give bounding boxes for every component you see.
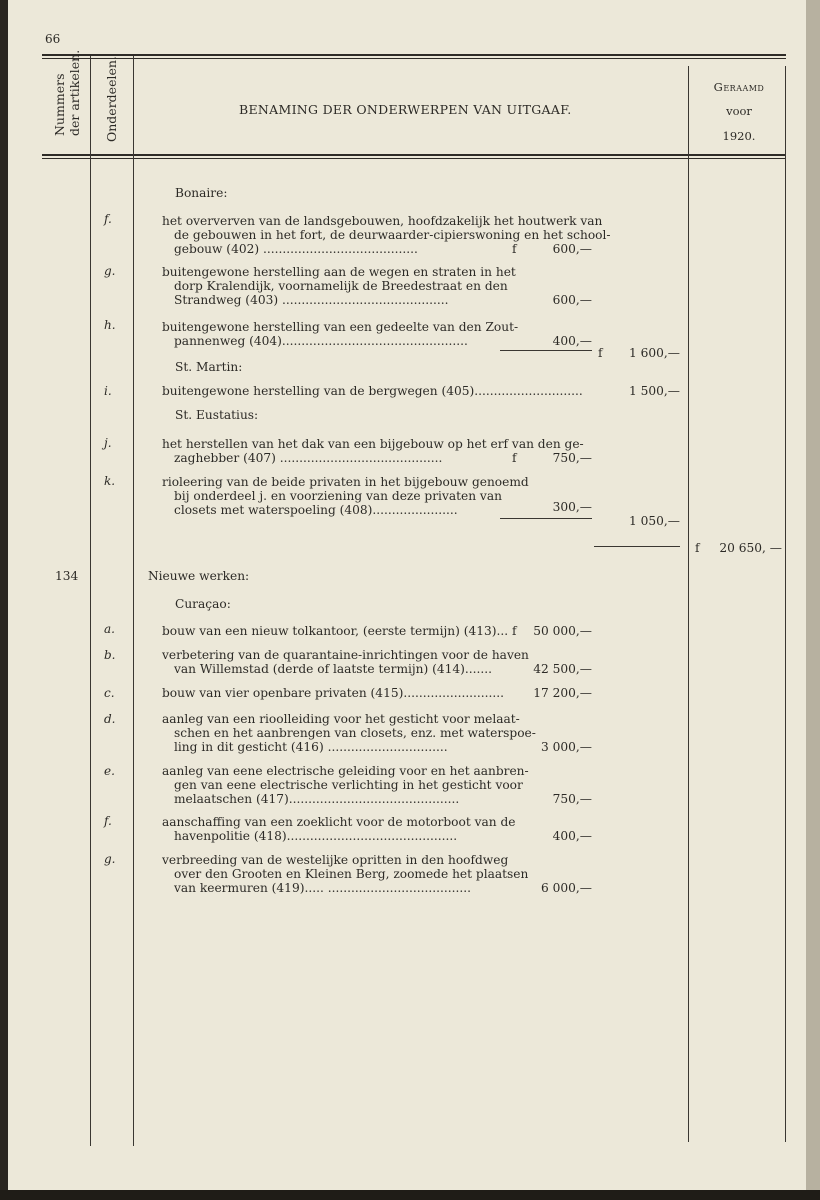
item-amount: 42 500,— — [533, 662, 592, 676]
item-description: buitengewone herstelling van de bergwegen (405)............................ — [162, 384, 583, 398]
item-letter: g. — [104, 852, 116, 866]
item-amount: 400,— — [552, 334, 592, 348]
item-amount: 600,— — [552, 242, 592, 256]
item-description: bouw van vier openbare privaten (415).......................... — [162, 686, 505, 700]
item-amount: 750,— — [552, 451, 592, 465]
item-description: buitengewone herstelling van een gedeelte van den Zout- pannenweg (404)................................................ — [162, 320, 519, 348]
subtotal-bonaire: 1 600,— — [629, 346, 680, 360]
item-letter: i. — [104, 384, 112, 398]
item-amount: 400,— — [552, 829, 592, 843]
subtotal-st-eustatius: 1 050,— — [629, 514, 680, 528]
header-top-rule — [42, 54, 786, 56]
item-description: verbetering van de quarantaine-inrichtingen voor de haven van Willemstad (derde of laatste termijn) (414)....... — [162, 648, 529, 676]
florin-sign: f — [512, 242, 517, 256]
item-letter: k. — [104, 474, 116, 488]
column-divider-2 — [133, 56, 134, 1146]
document-page — [8, 0, 806, 1190]
item-description: bouw van een nieuw tolkantoor, (eerste termijn) (413)... — [162, 624, 509, 638]
item-letter: g. — [104, 264, 116, 278]
section-curacao: Curaçao: — [175, 597, 231, 611]
item-amount: 6 000,— — [541, 881, 592, 895]
florin-sign: f — [695, 541, 700, 555]
section-st-martin: St. Martin: — [175, 360, 243, 374]
header-bottom-rule-thin — [42, 158, 786, 159]
item-amount: 600,— — [552, 293, 592, 307]
florin-sign: f — [512, 451, 517, 465]
header-top-rule-thin — [42, 58, 786, 59]
item-letter: e. — [104, 764, 115, 778]
header-nummers: Nummers der artikelen. — [52, 49, 82, 136]
item-description: aanleg van een rioolleiding voor het gesticht voor melaat- schen en het aanbrengen van closets, enz. met waterspoe- ling in dit gesticht (416) ............................... — [162, 712, 536, 754]
header-onderdeelen: Onderdeelen. — [104, 56, 119, 142]
item-amount: 300,— — [552, 500, 592, 514]
article-number: 134 — [55, 569, 79, 583]
item-amount: 17 200,— — [533, 686, 592, 700]
item-letter: f. — [104, 814, 112, 828]
item-letter: f. — [104, 212, 112, 226]
item-amount: 50 000,— — [533, 624, 592, 638]
article-title: Nieuwe werken: — [148, 569, 250, 583]
item-letter: b. — [104, 648, 116, 662]
item-letter: h. — [104, 318, 116, 332]
total-rule — [594, 546, 680, 547]
section-bonaire: Bonaire: — [175, 186, 228, 200]
florin-sign: f — [512, 624, 517, 638]
item-description: het herstellen van het dak van een bijgebouw op het erf van den ge- zaghebber (407) .......................................... — [162, 437, 584, 465]
total-amount: 20 650, — — [719, 541, 782, 555]
item-description: verbreeding van de westelijke opritten in den hoofdweg over den Grooten en Kleinen Berg, zoomede het plaatsen van keermuren (419)..... ..................................... — [162, 853, 529, 895]
item-amount: 750,— — [552, 792, 592, 806]
column-divider-1 — [90, 56, 91, 1146]
sum-rule — [500, 518, 592, 519]
section-st-eustatius: St. Eustatius: — [175, 408, 259, 422]
page-edge — [806, 0, 820, 1200]
header-bottom-rule — [42, 154, 786, 156]
item-amount: 3 000,— — [541, 740, 592, 754]
column-divider-3 — [688, 66, 689, 1142]
item-letter: j. — [104, 436, 112, 450]
item-letter: d. — [104, 712, 116, 726]
sum-rule — [500, 350, 592, 351]
header-benaming: BENAMING DER ONDERWERPEN VAN UITGAAF. — [239, 102, 572, 117]
item-letter: a. — [104, 622, 115, 636]
scan-border — [0, 1190, 820, 1200]
item-description: aanleg van eene electrische geleiding voor en het aanbren- gen van eene electrische verlichting in het gesticht voor melaatschen (417)............................................ — [162, 764, 529, 806]
florin-sign: f — [598, 346, 603, 360]
item-description: aanschaffing van een zoeklicht voor de motorboot van de havenpolitie (418)............................................ — [162, 815, 516, 843]
page-number: 66 — [45, 32, 61, 46]
item-description: buitengewone herstelling aan de wegen en straten in het dorp Kralendijk, voornamelijk de Breedestraat en den Strandweg (403) ........................................... — [162, 265, 516, 307]
item-amount: 1 500,— — [629, 384, 680, 398]
header-geraamd: Geraamd voor 1920. — [713, 80, 765, 143]
item-letter: c. — [104, 686, 115, 700]
column-divider-4 — [785, 66, 786, 1142]
item-description: het oververven van de landsgebouwen, hoofdzakelijk het houtwerk van de gebouwen in het fort, de deurwaarder-cipierswoning en het school- gebouw (402) ........................................ — [162, 214, 611, 256]
item-description: rioleering van de beide privaten in het bijgebouw genoemd bij onderdeel j. en voorziening van deze privaten van closets met waterspoeling (408)...................... — [162, 475, 529, 517]
